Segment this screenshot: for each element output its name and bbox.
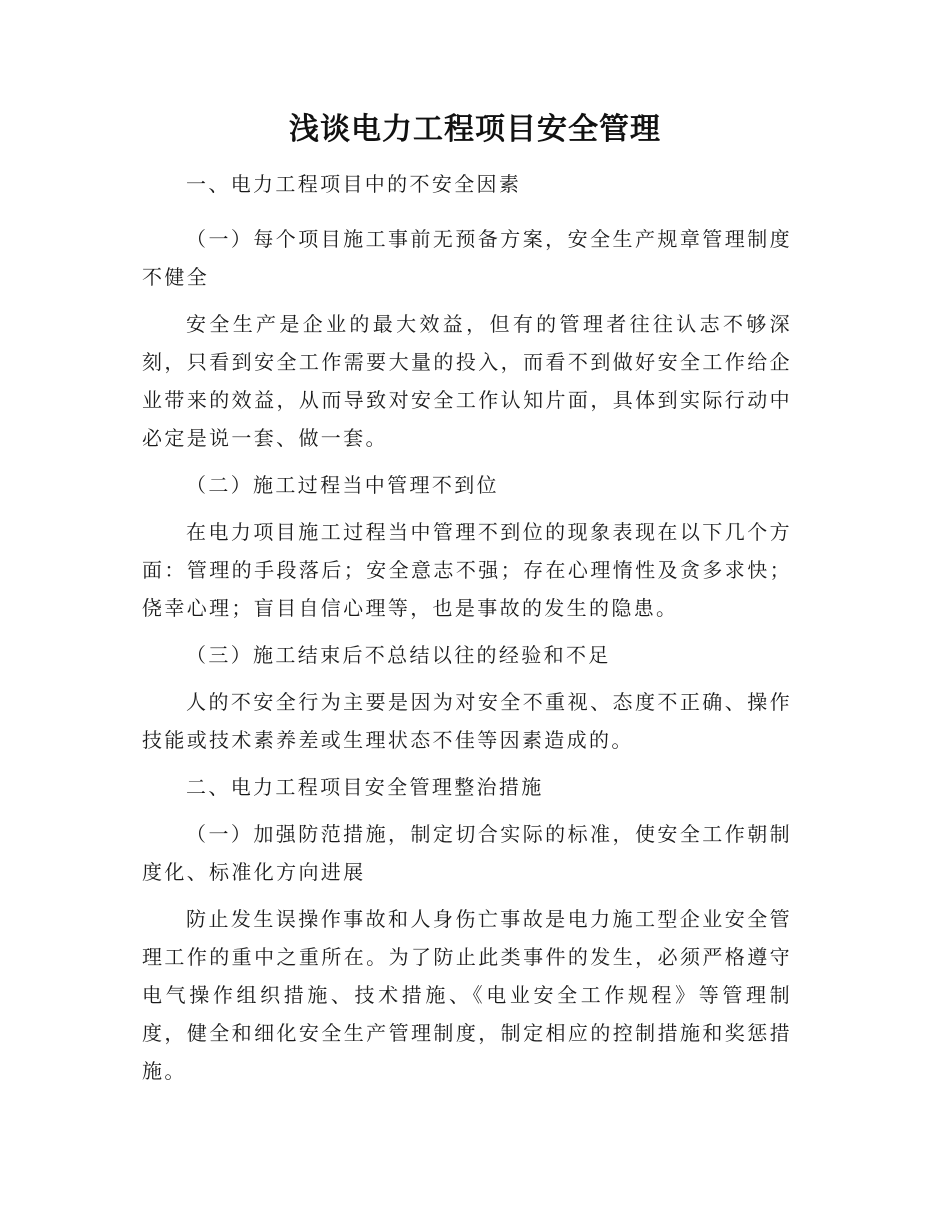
document-body bbox=[142, 165, 792, 1099]
body-paragraph: 防止发生误操作事故和人身伤亡事故是电力施工型企业安全管理工作的重中之重所在。为了防止此类事件的发生，必须严格遵守电气操作组织措施、技术措施、《电业安全工作规程》等管理制度，健全和细化安全生产管理制度，制定相应的控制措施和奖惩措施。 bbox=[142, 907, 792, 1083]
section-heading: 二、电力工程项目安全管理整治措施 bbox=[186, 775, 544, 799]
body-paragraph: 安全生产是企业的最大效益，但有的管理者往往认志不够深刻，只看到安全工作需要大量的投入，而看不到做好安全工作给企业带来的效益，从而导致对安全工作认知片面，具体到实际行动中必定是说一套、做一套。 bbox=[142, 312, 792, 450]
section-heading: 一、电力工程项目中的不安全因素 bbox=[186, 172, 522, 196]
body-paragraph: 人的不安全行为主要是因为对安全不重视、态度不正确、操作技能或技术素养差或生理状态不佳等因素造成的。 bbox=[142, 690, 792, 752]
subsection-heading: （二）施工过程当中管理不到位 bbox=[186, 473, 499, 497]
subsection-heading: （一）加强防范措施，制定切合实际的标准，使安全工作朝制度化、标准化方向进展 bbox=[142, 822, 792, 884]
document-title: 浅谈电力工程项目安全管理 bbox=[289, 112, 661, 147]
subsection-heading: （三）施工结束后不总结以往的经验和不足 bbox=[186, 643, 611, 667]
subsection-heading: （一）每个项目施工事前无预备方案，安全生产规章管理制度不健全 bbox=[142, 227, 792, 289]
body-paragraph: 在电力项目施工过程当中管理不到位的现象表现在以下几个方面：管理的手段落后；安全意志不强；存在心理惰性及贪多求快；侥幸心理；盲目自信心理等，也是事故的发生的隐患。 bbox=[142, 520, 792, 620]
